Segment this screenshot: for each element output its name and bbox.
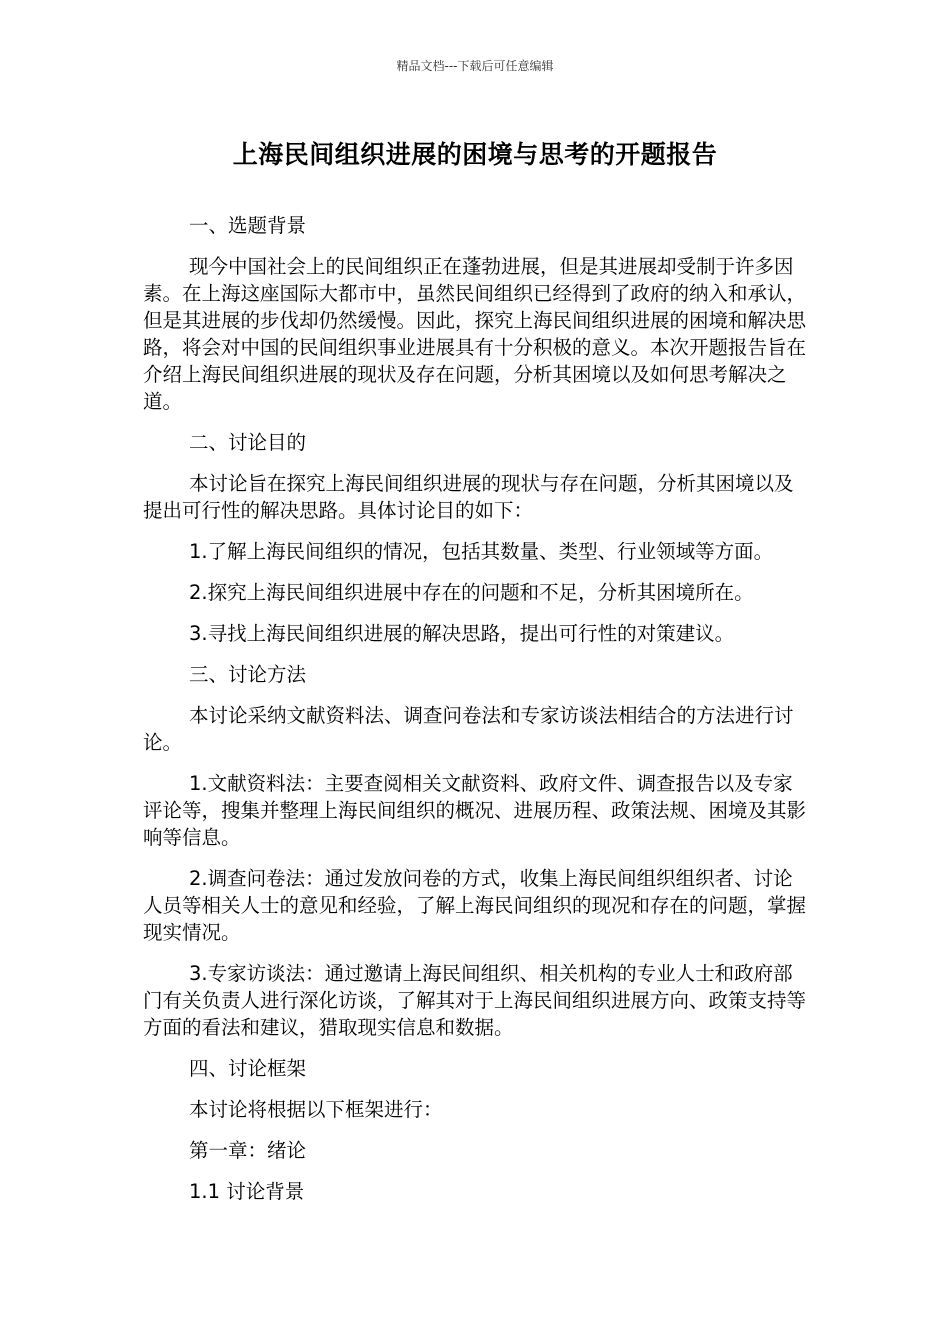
- method-item-1: 1.文献资料法：主要查阅相关文献资料、政府文件、调查报告以及专家评论等，搜集并整理上海民间组织的概况、进展历程、政策法规、困境及其影响等信息。: [143, 772, 807, 849]
- document-title: 上海民间组织进展的困境与思考的开题报告: [232, 140, 718, 169]
- paragraph-method: 本讨论采纳文献资料法、调查问卷法和专家访谈法相结合的方法进行讨论。: [143, 704, 794, 754]
- paragraph-framework: 本讨论将根据以下框架进行：: [189, 1098, 443, 1121]
- paragraph-purpose: 本讨论旨在探究上海民间组织进展的现状与存在问题，分析其困境以及提出可行性的解决思路。具体讨论目的如下：: [143, 472, 794, 522]
- paragraph-background: 现今中国社会上的民间组织正在蓬勃进展，但是其进展却受制于许多因素。在上海这座国际大都市中，虽然民间组织已经得到了政府的纳入和承认，但是其进展的步伐却仍然缓慢。因此，探究上海民间组织进展的困境和解决思路，将会对中国的民间组织事业进展具有十分积极的意义。本次开题报告旨在介绍上海民间组织进展的现状及存在问题，分析其困境以及如何思考解决之道。: [143, 255, 807, 413]
- section-heading-framework: 四、讨论框架: [189, 1057, 307, 1080]
- chapter-heading-1: 第一章：绪论: [189, 1139, 307, 1162]
- section-heading-purpose: 二、讨论目的: [189, 431, 307, 454]
- purpose-item-2: 2.探究上海民间组织进展中存在的问题和不足，分析其困境所在。: [189, 581, 754, 604]
- purpose-item-3: 3.寻找上海民间组织进展的解决思路，提出可行性的对策建议。: [189, 622, 735, 645]
- method-item-2: 2.调查问卷法：通过发放问卷的方式，收集上海民间组织组织者、讨论人员等相关人士的意见和经验，了解上海民间组织的现况和存在的问题，掌握现实情况。: [143, 867, 807, 944]
- document-body: [143, 212, 808, 1219]
- section-heading-background: 一、选题背景: [189, 214, 307, 237]
- page-header-note: 精品文档---下载后可任意编辑: [396, 59, 554, 73]
- section-heading-method: 三、讨论方法: [189, 663, 307, 686]
- purpose-item-1: 1.了解上海民间组织的情况，包括其数量、类型、行业领域等方面。: [189, 540, 774, 563]
- method-item-3: 3.专家访谈法：通过邀请上海民间组织、相关机构的专业人士和政府部门有关负责人进行深化访谈，了解其对于上海民间组织进展方向、政策支持等方面的看法和建议，猎取现实信息和数据。: [143, 962, 807, 1039]
- subsection-1-1: 1.1 讨论背景: [189, 1180, 305, 1203]
